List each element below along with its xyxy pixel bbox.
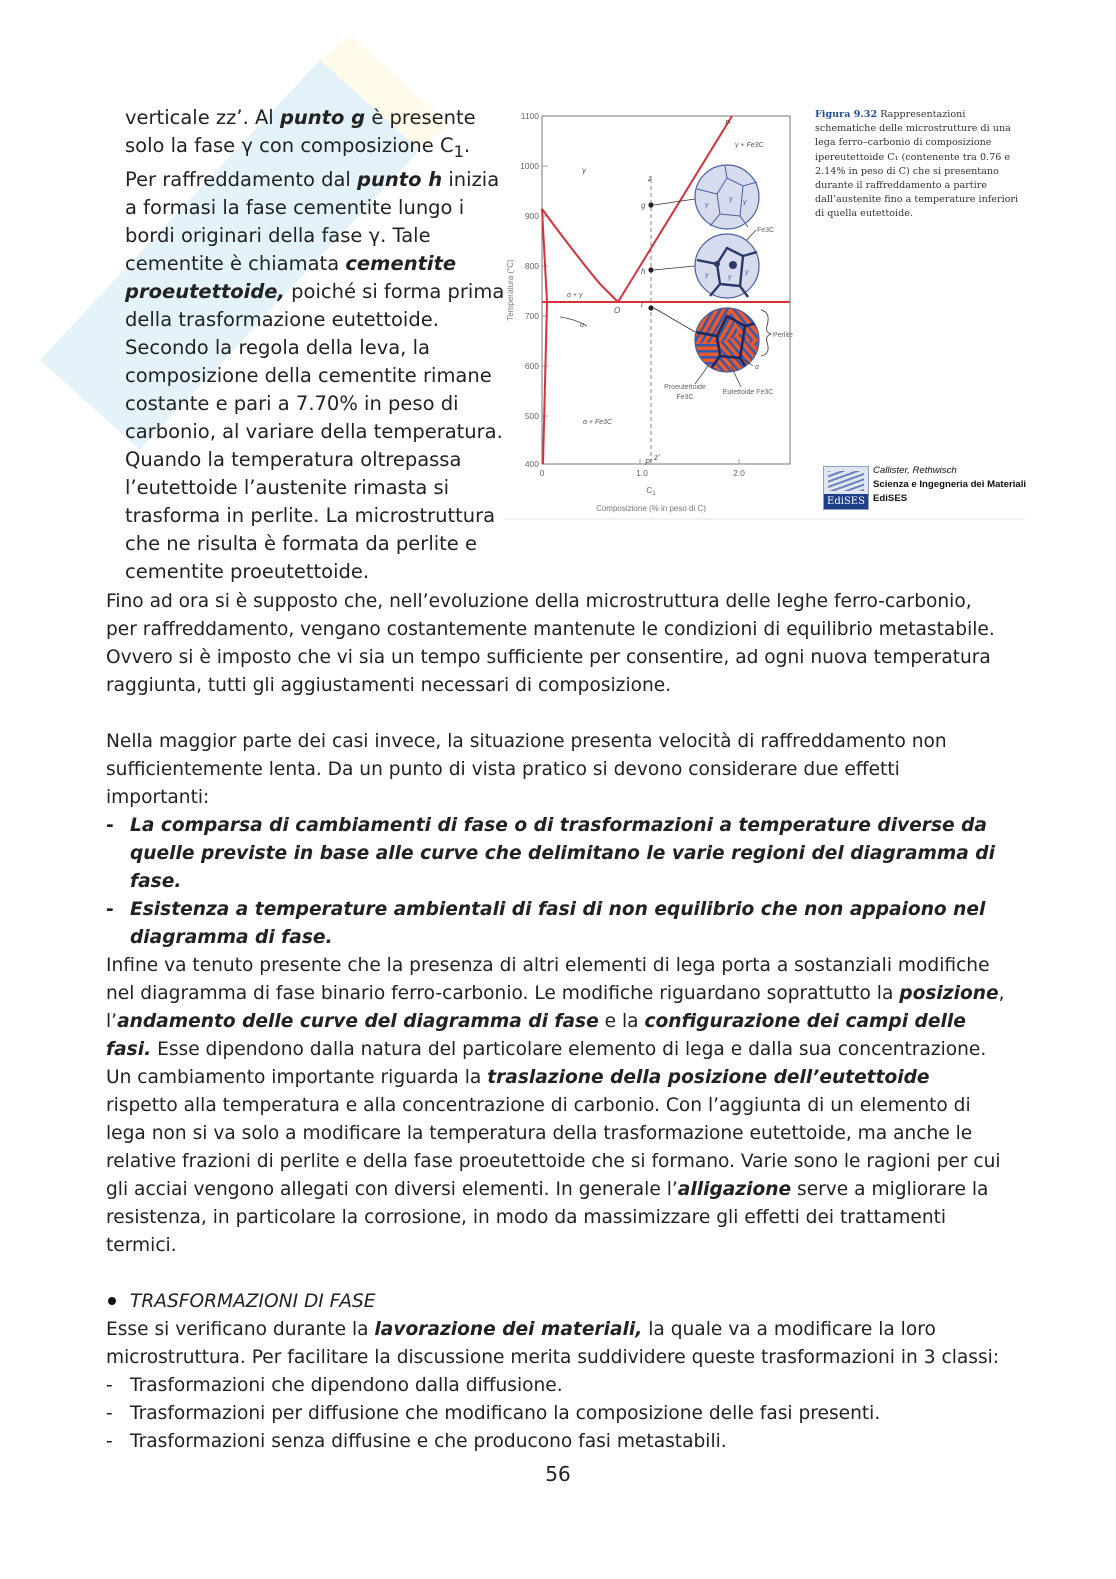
- label-proeutettoide: Proeutettoide: [664, 384, 706, 391]
- edises-logo: EdiSES: [823, 466, 869, 510]
- svg-text:O: O: [614, 306, 621, 315]
- svg-text:h: h: [641, 267, 646, 276]
- bullet-icon: [108, 1297, 116, 1305]
- svg-text:900: 900: [524, 211, 539, 221]
- svg-text:1.0: 1.0: [636, 468, 648, 478]
- x-axis-ticks: [540, 468, 746, 478]
- effect-item: - La comparsa di cambiamenti di fase o di trasformazioni a temperature diverse da quelle previste in base alle curve che delimitano le varie regioni del diagramma di fase.: [106, 815, 995, 892]
- caption-text: Rappresentazioni schematiche delle microstrutture di una lega ferro–carbonio di composizione ipereutettoide C₁ (contenente tra 0.76 e 2.14% in peso di C) che si presentano durante il raffreddamento a partire dall’austenite fino a temperature inferiori di quella eutettoide.: [815, 109, 1019, 220]
- paragraph-equilibrium: Fino ad ora si è supposto che, nell’evoluzione della microstruttura delle leghe ferro-carbonio, per raffreddamento, vengano costantemente mantenute le condizioni di equilibrio metastabile. Ovvero si è imposto che vi sia un tempo sufficiente per consentire, ad ogni nuova temperatura raggiunta, tutti gli aggiustamenti necessari di composizione.: [106, 591, 995, 696]
- phase-boundaries: [542, 116, 790, 464]
- svg-text:γ: γ: [743, 199, 747, 206]
- svg-text:500: 500: [524, 411, 539, 421]
- svg-text:1100: 1100: [520, 111, 539, 121]
- page-number: 56: [545, 1462, 571, 1486]
- svg-text:z': z': [654, 453, 660, 462]
- svg-text:γ: γ: [729, 196, 733, 203]
- svg-text:γ: γ: [728, 274, 732, 281]
- label-fe3c: Fe3C: [757, 227, 775, 234]
- effect-item: - Esistenza a temperature ambientali di fasi di non equilibrio che non appaiono nel diagramma di fase.: [106, 899, 986, 948]
- svg-text:0: 0: [539, 468, 545, 478]
- label-proeutettoide-fe3c: Fe3C: [676, 394, 694, 401]
- top-paragraph: verticale zz’. Al punto g è presente solo la fase γ con composizione $C_1$. Per raffreddamento dal punto h inizia a formasi la fase cementite lungo i bordi originari della fase γ. Tale cementite è chiamata cementite proeutettoide, poiché si forma prima della trasformazione eutettoide. Secondo la regola della leva, la composizione della cementite rimane costante e pari a 7.70% in peso di carbonio, al variare della temperatura. Quando la temperatura oltrepassa l’eutettoide l’austenite rimasta si trasforma in perlite. La microstruttura che ne risulta è formata da perlite e cementite proeutettoide.: [125, 106, 505, 583]
- microstructure-austenite: [695, 165, 759, 229]
- svg-text:2.0: 2.0: [733, 468, 745, 478]
- microstructure-proeutectoid: [695, 234, 759, 298]
- publisher-title: Scienza e Ingegneria dei Materiali: [873, 479, 1027, 490]
- svg-text:α: α: [580, 322, 584, 329]
- x-axis-label: Composizione (% in peso di C): [596, 504, 706, 513]
- svg-text:i: i: [641, 300, 643, 309]
- transformation-class-item: - Trasformazioni che dipendono dalla diffusione.: [106, 1375, 563, 1396]
- svg-text:400: 400: [524, 459, 539, 469]
- svg-text:z: z: [648, 174, 652, 183]
- label-perlite: Perlite: [773, 332, 793, 339]
- svg-text:1000: 1000: [520, 161, 539, 171]
- c1-label: $C_1$: [646, 485, 656, 497]
- y-axis-label: Temperatura (°C): [506, 259, 515, 321]
- svg-text:800: 800: [524, 261, 539, 271]
- section-intro: Esse si verificano durante la lavorazione dei materiali, la quale va a modificare la loro microstruttura. Per facilitare la discussione merita suddividere queste trasformazioni in 3 classi:: [106, 1319, 1000, 1368]
- svg-text:γ + Fe3C: γ + Fe3C: [735, 142, 764, 149]
- svg-text:700: 700: [524, 311, 539, 321]
- figure-caption: [815, 108, 1025, 222]
- svg-text:P: P: [725, 119, 731, 128]
- label-eutettoide-fe3c: Eutettoide Fe3C: [722, 389, 774, 396]
- paragraph-cooling: Nella maggior parte dei casi invece, la situazione presenta velocità di raffreddamento non sufficientemente lenta. Da un punto di vista pratico si devono considerare due effetti importanti:: [106, 731, 947, 808]
- microstructure-pearlite: [691, 304, 765, 379]
- svg-text:α + Fe3C: α + Fe3C: [583, 419, 613, 426]
- section-heading: TRASFORMAZIONI DI FASE: [106, 1288, 1006, 1316]
- transformation-class-item: - Trasformazioni senza diffusine e che producono fasi metastabili.: [106, 1431, 727, 1452]
- svg-text:γ: γ: [582, 166, 586, 175]
- publisher-credit: [823, 462, 1028, 510]
- svg-text:γ: γ: [745, 269, 749, 276]
- y-axis-ticks: [520, 111, 539, 469]
- plot-frame: [542, 116, 790, 464]
- svg-text:γ: γ: [705, 202, 709, 209]
- svg-text:γ: γ: [705, 272, 709, 279]
- svg-text:α + γ: α + γ: [567, 292, 583, 299]
- main-content: [106, 588, 1006, 1456]
- publisher-name: EdiSES: [873, 493, 908, 504]
- svg-text:g: g: [641, 201, 646, 210]
- paragraph-alloying: Infine va tenuto presente che la presenza di altri elementi di lega porta a sostanziali modifiche nel diagramma di fase binario ferro-carbonio. Le modifiche riguardano soprattutto la posizione, l’andamento delle curve del diagramma di fase e la configurazione dei campi delle fasi. Esse dipendono dalla natura del particolare elemento di lega e dalla sua concentrazione. Un cambiamento importante riguarda la traslazione della posizione dell’eutettoide rispetto alla temperatura e alla concentrazione di carbonio. Con l’aggiunta di un elemento di lega non si va solo a modificare la temperatura della trasformazione eutettoide, ma anche le relative frazioni di perlite e della fase proeutettoide che si formano. Varie sono le ragioni per cui gli acciai vengono allegati con diversi elementi. In generale l’alligazione serve a migliorare la resistenza, in particolare la corrosione, in modo da massimizzare gli effetti dei trattamenti termici.: [106, 955, 1005, 1256]
- transformation-class-item: - Trasformazioni per diffusione che modificano la composizione delle fasi presenti.: [106, 1403, 881, 1424]
- label-alpha-small: α: [755, 364, 759, 371]
- svg-text:P': P': [645, 458, 652, 467]
- caption-label: Figura 9.32: [815, 109, 878, 120]
- publisher-authors: Callister, Rethwisch: [873, 465, 957, 476]
- svg-text:600: 600: [524, 361, 539, 371]
